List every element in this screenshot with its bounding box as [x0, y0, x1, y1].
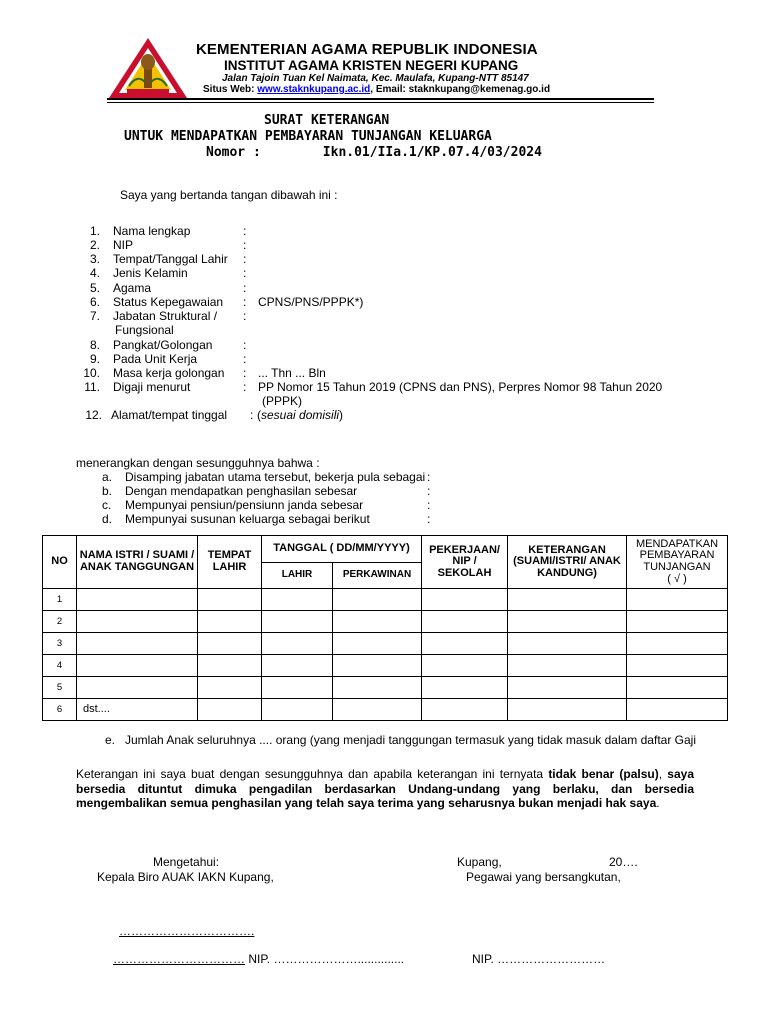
sign-nip-left: …………………………… NIP. ………………….............. — [113, 952, 405, 966]
identity-row: 2. NIP : — [89, 238, 247, 252]
statement-intro: menerangkan dengan sesungguhnya bahwa : — [76, 456, 320, 470]
identity-row: 4. Jenis Kelamin : — [89, 266, 247, 280]
header-pekerjaan: PEKERJAAN/ NIP / SEKOLAH — [422, 536, 508, 589]
header-nama: NAMA ISTRI / SUAMI / ANAK TANGGUNGAN — [77, 536, 198, 589]
institution-contact — [203, 84, 550, 95]
nomor-label: Nomor : — [206, 145, 261, 160]
header-perkawinan: PERKAWINAN — [333, 563, 422, 589]
header-tanggal: TANGGAL ( DD/MM/YYYY) — [262, 536, 422, 563]
sub-item: a. Disamping jabatan utama tersebut, bekerja pula sebagai : — [102, 470, 431, 484]
sign-nip-right: NIP. ……………………… — [472, 952, 606, 966]
identity-row: 5. Agama : — [89, 281, 247, 295]
check-mark-icon: ( √ ) — [667, 572, 687, 585]
identity-row: 11. Digaji menurut : PP Nomor 15 Tahun 2019 (CPNS dan PNS), Perpres Nomor 98 Tahun 2020 — [84, 380, 663, 394]
email-text: , Email: staknkupang@kemenag.go.id — [370, 84, 551, 95]
header-lahir: LAHIR — [262, 563, 333, 589]
sub-item: b. Dengan mendapatkan penghasilan sebesar : — [102, 484, 431, 498]
sign-kepala-biro: Kepala Biro AUAK IAKN Kupang, — [97, 870, 274, 884]
table-row: 2 — [43, 611, 728, 633]
identity-row: 12. Alamat/tempat tinggal : (sesuai domisili) — [85, 408, 344, 422]
document-subtitle: UNTUK MENDAPATKAN PEMBAYARAN TUNJANGAN KELUARGA — [124, 129, 492, 144]
table-row: 5 — [43, 677, 728, 699]
identity-row-cont: Fungsional — [115, 323, 174, 337]
institution-ministry: KEMENTERIAN AGAMA REPUBLIK INDONESIA — [196, 41, 538, 58]
sub-item: c. Mempunyai pensiun/pensiunn janda sebesar : — [102, 498, 431, 512]
table-row: 1 — [43, 589, 728, 611]
table-row: 6 dst.... — [43, 699, 728, 721]
point-e-text: Jumlah Anak seluruhnya .... orang (yang menjadi tanggungan termasuk yang tidak masuk dalam daftar Gaji — [125, 733, 696, 747]
header-keterangan: KETERANGAN (SUAMI/ISTRI/ ANAK KANDUNG) — [508, 536, 627, 589]
header-no: NO — [43, 536, 77, 589]
institution-address: Jalan Tajoin Tuan Kel Naimata, Kec. Maulafa, Kupang-NTT 85147 — [222, 73, 529, 84]
identity-row: 7. Jabatan Struktural / : — [89, 309, 247, 323]
identity-row: 10. Masa kerja golongan : ... Thn ... Bln — [83, 366, 326, 380]
sub-item: d. Mempunyai susunan keluarga sebagai berikut : — [102, 512, 431, 526]
institution-name: INSTITUT AGAMA KRISTEN NEGERI KUPANG — [224, 58, 519, 73]
header-rule-thick — [107, 98, 654, 100]
website-link[interactable]: www.staknkupang.ac.id — [257, 84, 371, 95]
family-table — [42, 535, 728, 721]
sign-mengetahui: Mengetahui: — [153, 855, 220, 869]
header-mendapatkan: MENDAPATKAN PEMBAYARAN TUNJANGAN ( √ ) — [627, 536, 728, 589]
site-label: Situs Web: — [203, 84, 258, 95]
identity-row: 8. Pangkat/Golongan : — [89, 338, 247, 352]
header-tempat-lahir: TEMPAT LAHIR — [198, 536, 262, 589]
identity-row: 1. Nama lengkap : — [89, 224, 247, 238]
identity-row-cont: (PPPK) — [262, 394, 303, 408]
identity-row: 6. Status Kepegawaian : CPNS/PNS/PPPK*) — [89, 295, 364, 309]
document-title: SURAT KETERANGAN — [264, 113, 390, 128]
identity-row: 3. Tempat/Tanggal Lahir : — [89, 252, 247, 266]
sign-name-placeholder: ……………………………. — [119, 924, 255, 938]
nomor-value: Ikn.01/IIa.1/KP.07.4/03/2024 — [322, 145, 542, 160]
header-rule-thin — [107, 102, 654, 103]
table-row: 3 — [43, 633, 728, 655]
sign-pegawai: Pegawai yang bersangkutan, — [466, 870, 621, 884]
intro-text: Saya yang bertanda tangan dibawah ini : — [120, 188, 338, 202]
point-e-key: e. — [105, 733, 116, 747]
identity-row: 9. Pada Unit Kerja : — [89, 352, 247, 366]
sign-year: 20…. — [609, 855, 638, 869]
institution-logo-icon — [107, 36, 189, 102]
declaration-paragraph: Keterangan ini saya buat dengan sesungguhnya dan apabila keterangan ini ternyata tidak benar (palsu), saya bersedia dituntut dimuka pengadilan berdasarkan Undang-undang yang berlaku, dan bersedia mengembalikan semua penghasilan yang telah saya terima yang seharusnya bukan menjadi hak saya. — [76, 767, 694, 810]
table-row: 4 — [43, 655, 728, 677]
document-number — [206, 145, 542, 160]
sign-place: Kupang, — [457, 855, 502, 869]
